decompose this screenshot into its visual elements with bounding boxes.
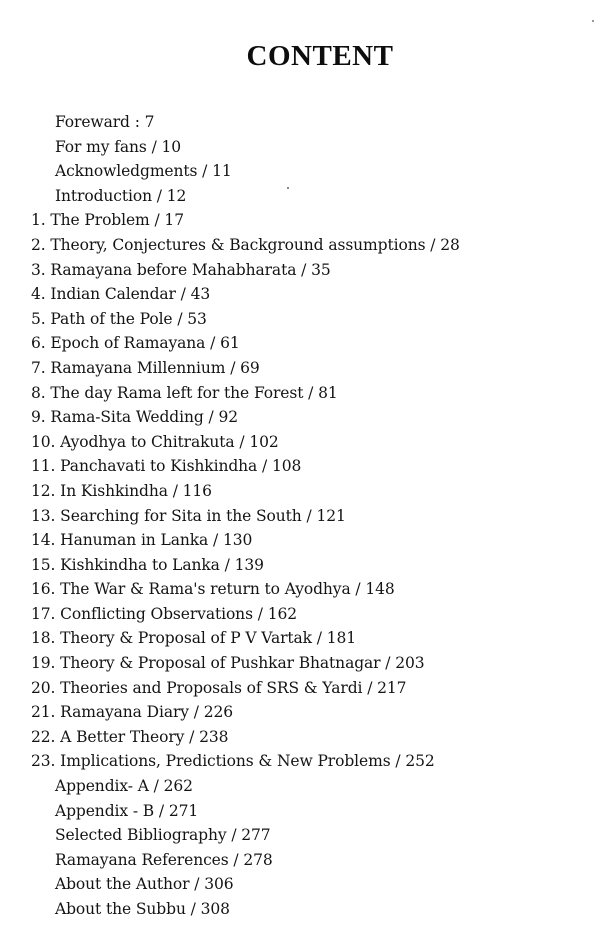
toc-entry: 7. Ramayana Millennium / 69 bbox=[31, 358, 260, 377]
toc-entry: Foreward : 7 bbox=[55, 113, 155, 131]
toc-entry: 22. A Better Theory / 238 bbox=[31, 727, 229, 746]
toc-entry: About the Subbu / 308 bbox=[55, 900, 230, 918]
toc-entry: 12. In Kishkindha / 116 bbox=[31, 481, 212, 500]
toc-entry: Appendix - B / 271 bbox=[55, 801, 199, 820]
toc-entry: 15. Kishkindha to Lanka / 139 bbox=[31, 555, 264, 574]
toc-entry: 9. Rama-Sita Wedding / 92 bbox=[31, 408, 238, 427]
toc-entry: 8. The day Rama left for the Forest / 81 bbox=[31, 383, 338, 402]
toc-entry: Ramayana References / 278 bbox=[55, 850, 273, 869]
toc-entry: 20. Theories and Proposals of SRS & Yardi / 217 bbox=[31, 678, 407, 697]
toc-entry: 4. Indian Calendar / 43 bbox=[31, 285, 211, 304]
toc-entry: 23. Implications, Predictions & New Problems / 252 bbox=[31, 752, 435, 771]
toc-entry: 13. Searching for Sita in the South / 121 bbox=[31, 506, 346, 525]
toc-entry: 5. Path of the Pole / 53 bbox=[31, 309, 207, 328]
toc-entry: 16. The War & Rama's return to Ayodhya / 148 bbox=[31, 580, 395, 599]
toc-entry: About the Author / 306 bbox=[55, 875, 234, 894]
toc-entry: 11. Panchavati to Kishkindha / 108 bbox=[31, 457, 302, 476]
toc-entry: 21. Ramayana Diary / 226 bbox=[31, 703, 233, 722]
toc-entry: 19. Theory & Proposal of Pushkar Bhatnagar / 203 bbox=[31, 654, 425, 673]
toc-entry: 6. Epoch of Ramayana / 61 bbox=[31, 334, 240, 353]
toc-entry: Acknowledgments / 11 bbox=[55, 162, 232, 181]
toc-entry: Introduction / 12 bbox=[55, 186, 187, 205]
toc-entry: 17. Conflicting Observations / 162 bbox=[31, 604, 297, 623]
toc-entry: 2. Theory, Conjectures & Background assumptions / 28 bbox=[31, 235, 460, 254]
toc-entry: For my fans / 10 bbox=[55, 137, 182, 156]
page-title: CONTENT bbox=[246, 40, 394, 72]
toc-entry: 14. Hanuman in Lanka / 130 bbox=[31, 531, 253, 550]
toc-entry: Selected Bibliography / 277 bbox=[55, 826, 271, 845]
toc-entry: 10. Ayodhya to Chitrakuta / 102 bbox=[31, 432, 279, 451]
toc-entry: 18. Theory & Proposal of P V Vartak / 181 bbox=[31, 629, 357, 648]
table-of-contents bbox=[31, 110, 591, 922]
toc-entry: Appendix- A / 262 bbox=[55, 777, 193, 796]
scan-speck bbox=[592, 20, 594, 22]
toc-entry: 3. Ramayana before Mahabharata / 35 bbox=[31, 260, 331, 279]
scan-speck bbox=[287, 187, 289, 189]
toc-entry: 1. The Problem / 17 bbox=[31, 211, 184, 230]
